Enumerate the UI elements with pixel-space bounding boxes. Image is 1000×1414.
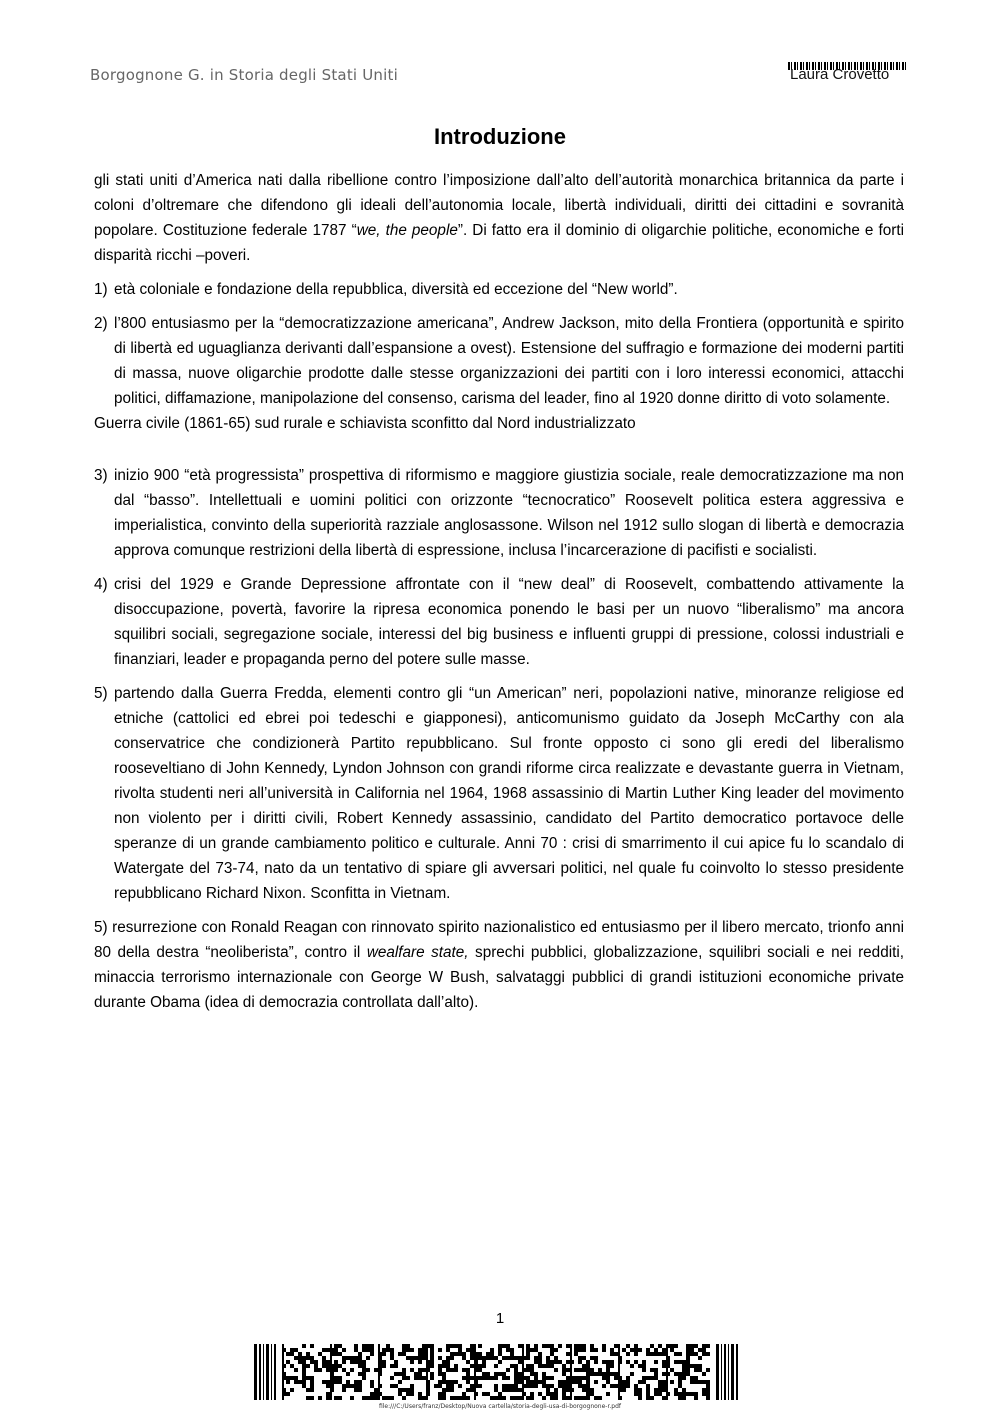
list-text: inizio 900 “età progressista” prospettiva di riformismo e maggiore giustizia sociale, reale democratizzazione ma non dal “basso”. Intellettuali e uomini politici con orizzonte “tecnocratico” Roosevelt politica estera aggressiva e imperialistica, convinto della superiorità razziale anglosassone. Wilson nel 1912 sullo slogan di libertà e democrazia approva comunque restrizioni della libertà di espressione, inclusa l’incarcerazione di pacifisti e socialisti. — [114, 467, 904, 559]
header-author-name: Laura Crovetto — [790, 66, 890, 83]
civil-war-line: Guerra civile (1861-65) sud rurale e schiavista sconfitto dal Nord industrializzato — [94, 415, 636, 432]
list-item-4 — [94, 572, 904, 672]
intro-text-2: ”. Di fatto era il dominio di oligarchie politiche, economiche e forti disparità ricchi –poveri. — [94, 222, 904, 264]
list-text: età coloniale e fondazione della repubblica, diversità ed eccezione del “New world”. — [114, 281, 678, 298]
list-text: crisi del 1929 e Grande Depressione affrontate con il “new deal” di Roosevelt, combattendo attivamente la disoccupazione, povertà, favorire la ripresa economica ponendo le basi per un nuovo “liberalismo” ma ancora squilibri sociali, segregazione sociale, interessi del big business e influenti gruppi di pressione, colossi industriali e finanziari, leader e propaganda perno del potere sulle masse. — [114, 576, 904, 668]
list-item-2 — [94, 311, 904, 411]
page-number: 1 — [495, 1310, 505, 1327]
list-item-1 — [94, 277, 904, 302]
document-body — [94, 168, 904, 1015]
intro-quote: we, the people — [356, 222, 458, 239]
closing-italic: wealfare state, — [366, 944, 469, 961]
footer-file-path: file:///C:/Users/franz/Desktop/Nuova cartella/storia-degli-usa-di-borgognone-r.pdf — [378, 1403, 622, 1410]
list-number: 4) — [94, 576, 108, 593]
list-number: 2) — [94, 315, 108, 332]
list-text: l’800 entusiasmo per la “democratizzazione americana”, Andrew Jackson, mito della Frontiera (opportunità e spirito di libertà ed uguaglianza derivanti dall’espansione a ovest). Estensione del suffragio e formazione dei moderni partiti di massa, nuove oligarchie prodotte dalle stesse organizzazioni dei partiti con i loro interessi economici, attacchi politici, diffamazione, manipolazione del consenso, carisma del leader, fino al 1920 donne diritto di voto solamente. — [114, 315, 904, 407]
list-number: 5) — [94, 685, 108, 702]
header-author-watermark — [788, 62, 906, 82]
intro-text-1: gli stati uniti d’America nati dalla ribellione contro l’imposizione dall’alto dell’autorità monarchica britannica da parte i coloni d’oltremare che difendono gli ideali dell’autonomia locale, libertà individuali, diritti dei cittadini e sovranità popolare. Costituzione federale 1787 “ — [94, 172, 904, 239]
list-number: 1) — [94, 281, 108, 298]
running-header-title: Borgognone G. in Storia degli Stati Uniti — [90, 66, 398, 84]
list-item-3 — [94, 463, 904, 563]
closing-text-2: sprechi pubblici, globalizzazione, squilibri sociali e nei redditi, minaccia terrorismo internazionale con George W Bush, salvataggi pubblici di grandi istituzioni economiche private durante Obama (idea di democrazia controllata dall’alto). — [94, 944, 904, 1011]
closing-text-1: 5) resurrezione con Ronald Reagan con rinnovato spirito nazionalistico ed entusiasmo per il libero mercato, trionfo anni 80 della destra “neoliberista”, contro il — [94, 919, 904, 961]
spacer — [94, 436, 904, 463]
list-number: 3) — [94, 467, 108, 484]
list-text: partendo dalla Guerra Fredda, elementi contro gli “un American” neri, popolazioni native, minoranze religiose ed etniche (cattolici ed ebrei poi tedeschi e giapponesi), anticomunismo guidato da Joseph McCarthy con ala conservatrice che condizionerà Partito repubblicano. Sul fronte opposto ci sono gli eredi del liberalismo rooseveltiano di John Kennedy, Lyndon Johnson con grandi riforme circa realizzate e devastante guerra in Vietnam, rivolta studenti neri all’università in California nel 1964, 1968 assassinio di Martin Luther King leader del movimento non violento per i diritti civili, Robert Kennedy assassinio, candidato del Partito democratico portavoce delle speranze di un grande cambiamento politico e culturale. Anni 70 : crisi di smarrimento il cui apice fu lo scandalo di Watergate del 73-74, nato da un tentativo di spiare gli avversari politici, nel quale fu coinvolto lo stesso presidente repubblicano Richard Nixon. Sconfitta in Vietnam. — [114, 685, 904, 902]
footer-barcode — [254, 1344, 738, 1400]
page-title: Introduzione — [434, 124, 566, 149]
list-item-5 — [94, 681, 904, 906]
closing-paragraph — [94, 915, 904, 1015]
intro-paragraph — [94, 168, 904, 268]
